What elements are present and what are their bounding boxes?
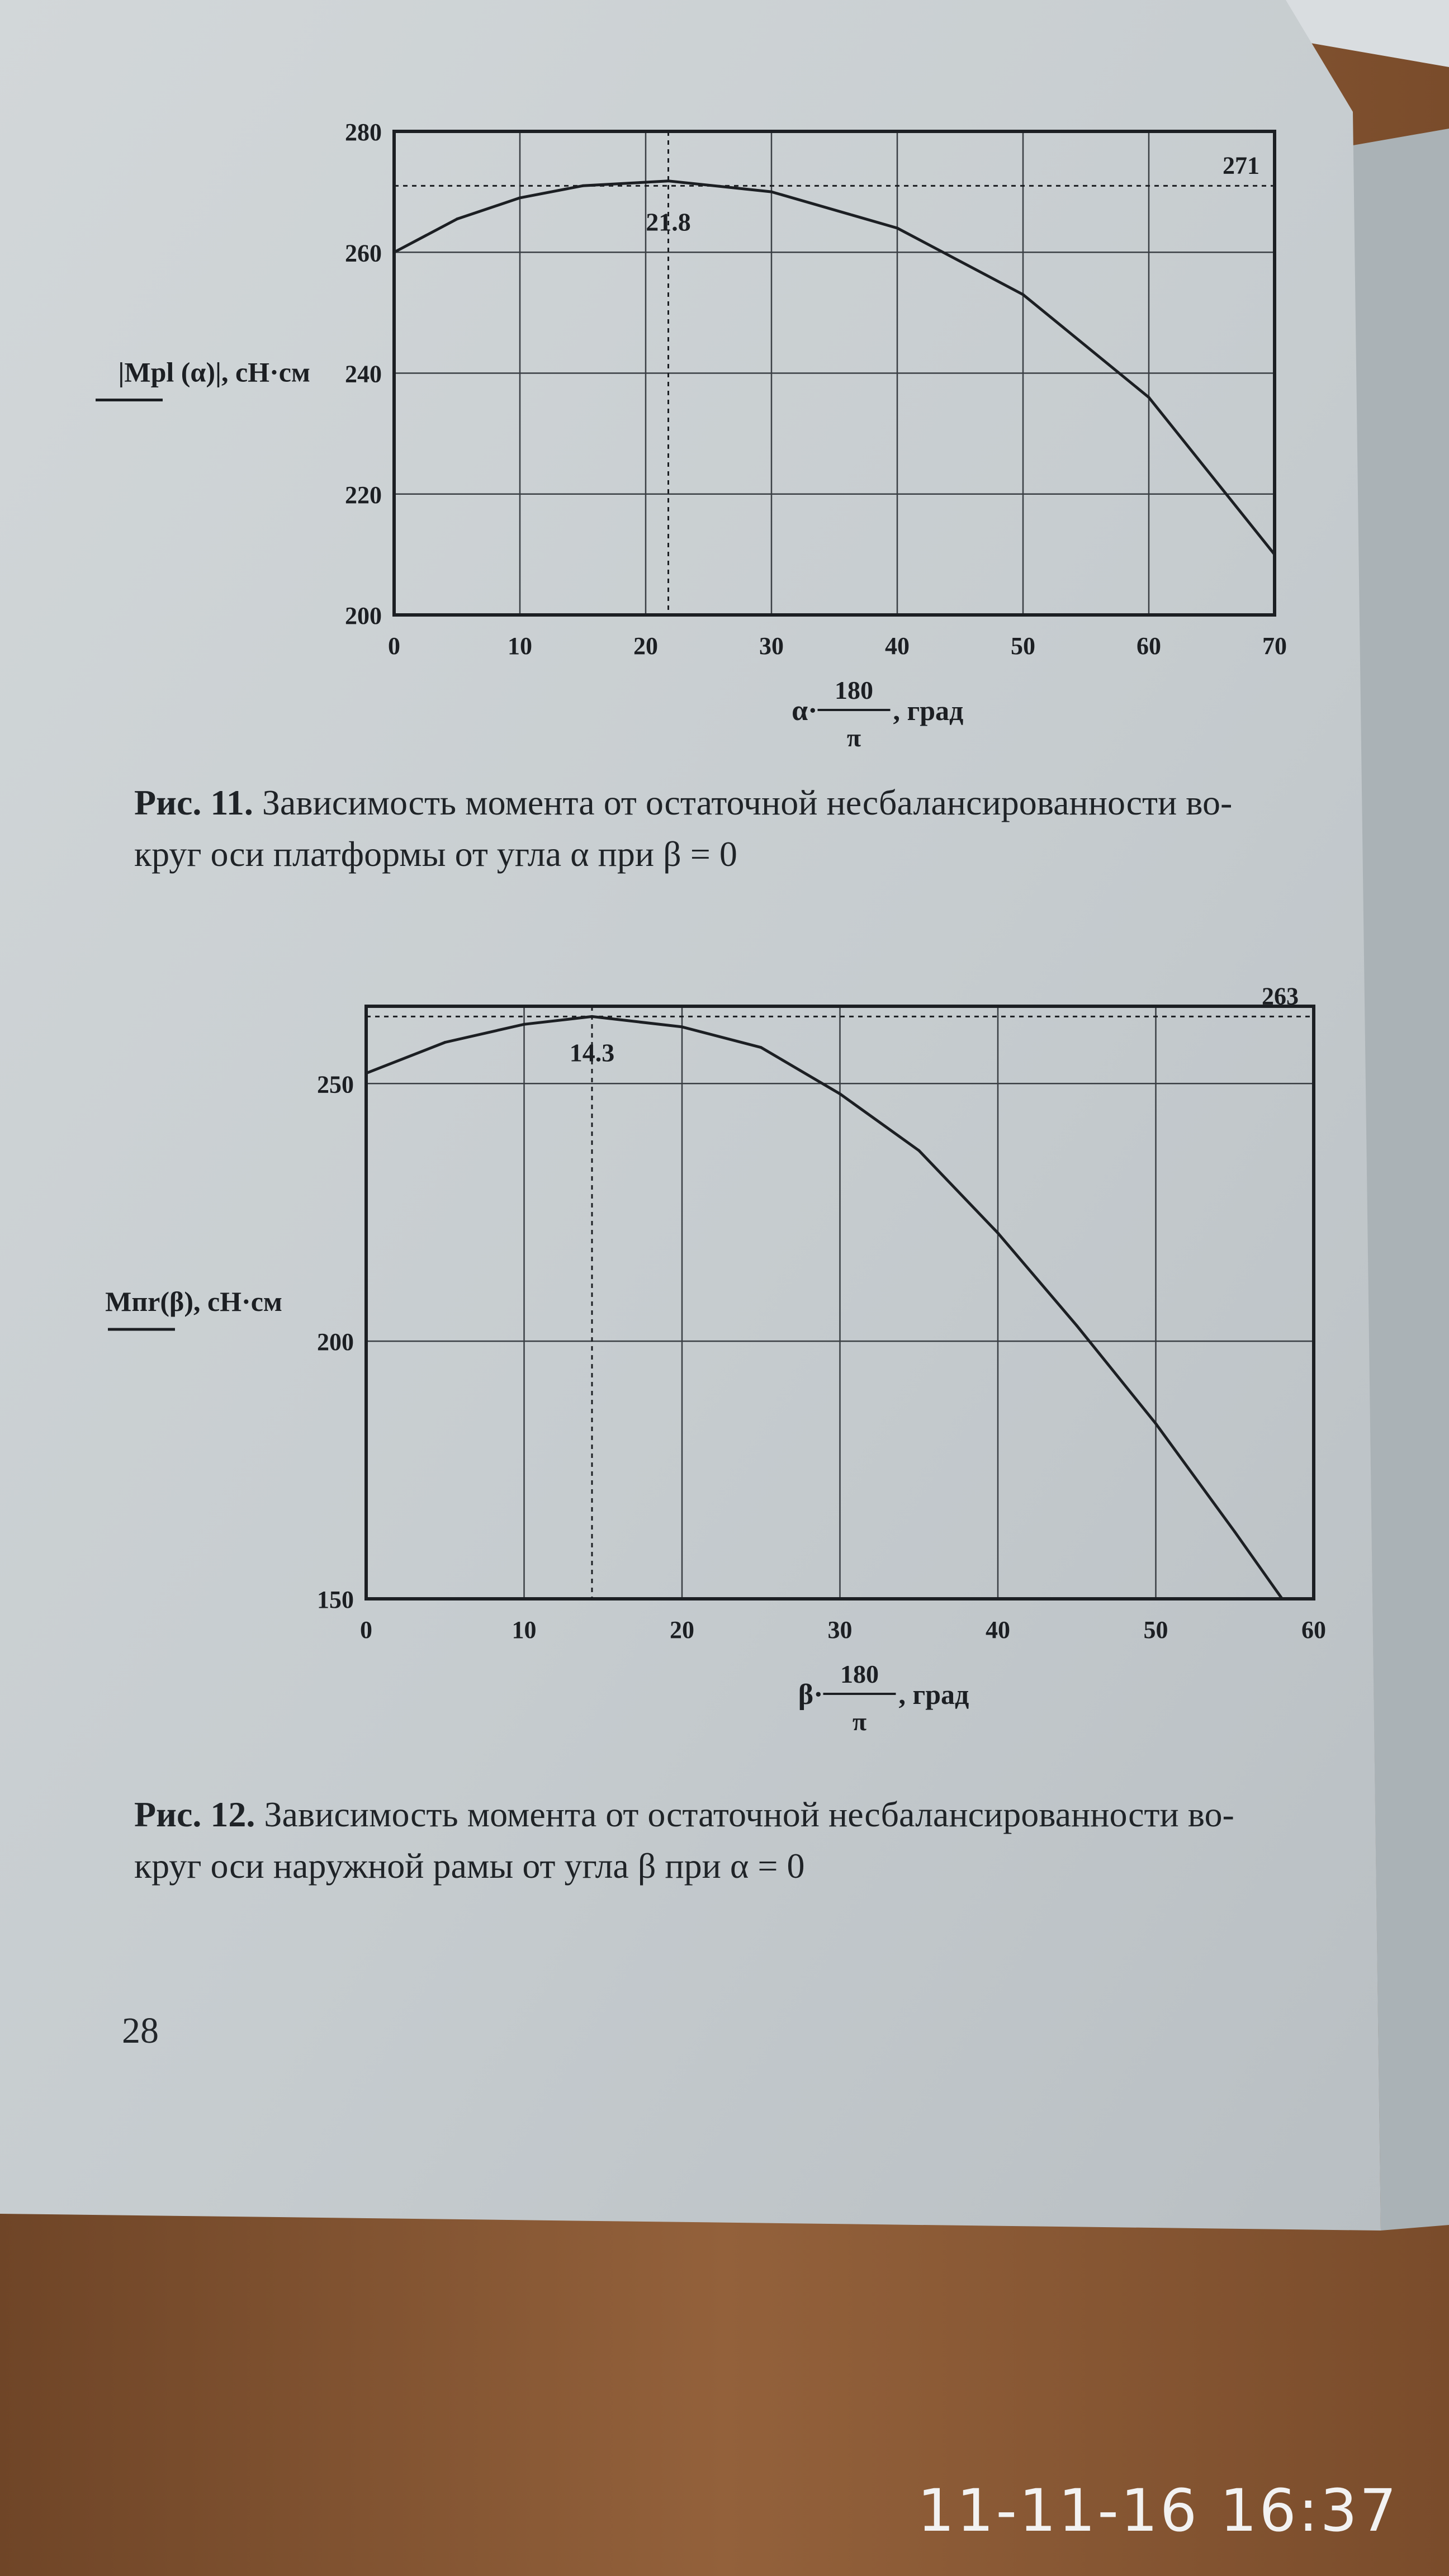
photo-timestamp: 11-11-16 16:37: [917, 2476, 1399, 2545]
caption-line2: круг оси наружной рамы от угла β при α = 0: [134, 1846, 805, 1886]
x-axis-label-denominator: π: [846, 723, 861, 752]
page-number: 28: [122, 2010, 159, 2051]
x-axis-label-variable: α·: [792, 695, 818, 727]
x-tick-label: 30: [759, 632, 784, 660]
y-tick-label: 150: [317, 1586, 354, 1613]
max-position-label: 14.3: [569, 1038, 615, 1067]
x-tick-label: 50: [1011, 632, 1035, 660]
x-axis-label-numerator: 180: [835, 676, 873, 704]
x-tick-label: 10: [512, 1616, 537, 1644]
y-tick-label: 280: [345, 119, 382, 146]
data-point: [896, 227, 899, 230]
y-tick-label: 200: [317, 1328, 354, 1356]
data-point: [839, 1092, 841, 1095]
x-tick-label: 20: [670, 1616, 694, 1644]
x-axis-label-numerator: 180: [840, 1660, 879, 1688]
data-point: [917, 1149, 920, 1152]
y-tick-label: 260: [345, 239, 382, 267]
data-point: [770, 191, 773, 193]
y-tick-label: 250: [317, 1071, 354, 1098]
data-point: [1233, 1531, 1236, 1533]
data-point: [681, 1025, 684, 1028]
data-point: [1154, 1422, 1157, 1425]
max-value-label: 263: [1262, 982, 1299, 1010]
data-point: [1273, 553, 1276, 556]
max-position-label: 21.8: [646, 207, 691, 236]
data-point: [760, 1046, 763, 1049]
x-tick-label: 10: [508, 632, 532, 660]
x-tick-label: 70: [1262, 632, 1287, 660]
x-tick-label: 0: [360, 1616, 372, 1644]
x-tick-label: 20: [633, 632, 658, 660]
data-point: [1022, 293, 1025, 296]
x-tick-label: 40: [986, 1616, 1010, 1644]
data-point: [365, 1072, 368, 1074]
x-axis-label-variable: β·: [798, 1679, 823, 1711]
max-value-label: 271: [1223, 151, 1259, 179]
data-point: [1076, 1324, 1078, 1327]
x-tick-label: 40: [885, 632, 910, 660]
x-tick-label: 0: [388, 632, 400, 660]
data-point: [997, 1232, 1000, 1234]
y-tick-label: 200: [345, 602, 382, 629]
y-axis-label: |Mpl (α)|, cH·см: [118, 356, 310, 388]
data-point: [519, 196, 522, 199]
data-point: [444, 1041, 447, 1044]
x-tick-label: 60: [1137, 632, 1161, 660]
figure-12-caption: [134, 1789, 1364, 1892]
caption-line1: Зависимость момента от остаточной несбалансированности во-: [264, 1794, 1234, 1834]
x-tick-label: 60: [1301, 1616, 1326, 1644]
x-axis-label-unit: , град: [898, 1679, 969, 1710]
x-axis-label-unit: , град: [893, 695, 964, 726]
caption-label: Рис. 11.: [134, 783, 253, 822]
caption-line1: Зависимость момента от остаточной несбалансированности во-: [262, 783, 1233, 822]
caption-line2: круг оси платформы от угла α при β = 0: [134, 834, 737, 874]
caption-label: Рис. 12.: [134, 1794, 255, 1834]
data-point: [456, 217, 458, 220]
y-tick-label: 220: [345, 481, 382, 509]
y-axis-label: Mпr(β), cH·см: [105, 1286, 282, 1317]
y-tick-label: 240: [345, 360, 382, 388]
x-tick-label: 50: [1143, 1616, 1168, 1644]
figure-11-caption: [134, 777, 1364, 880]
data-point: [1148, 396, 1150, 399]
data-point: [1281, 1598, 1284, 1600]
data-point: [523, 1023, 525, 1026]
x-tick-label: 30: [827, 1616, 853, 1644]
data-point: [393, 251, 396, 254]
x-axis-label-denominator: π: [852, 1707, 867, 1736]
